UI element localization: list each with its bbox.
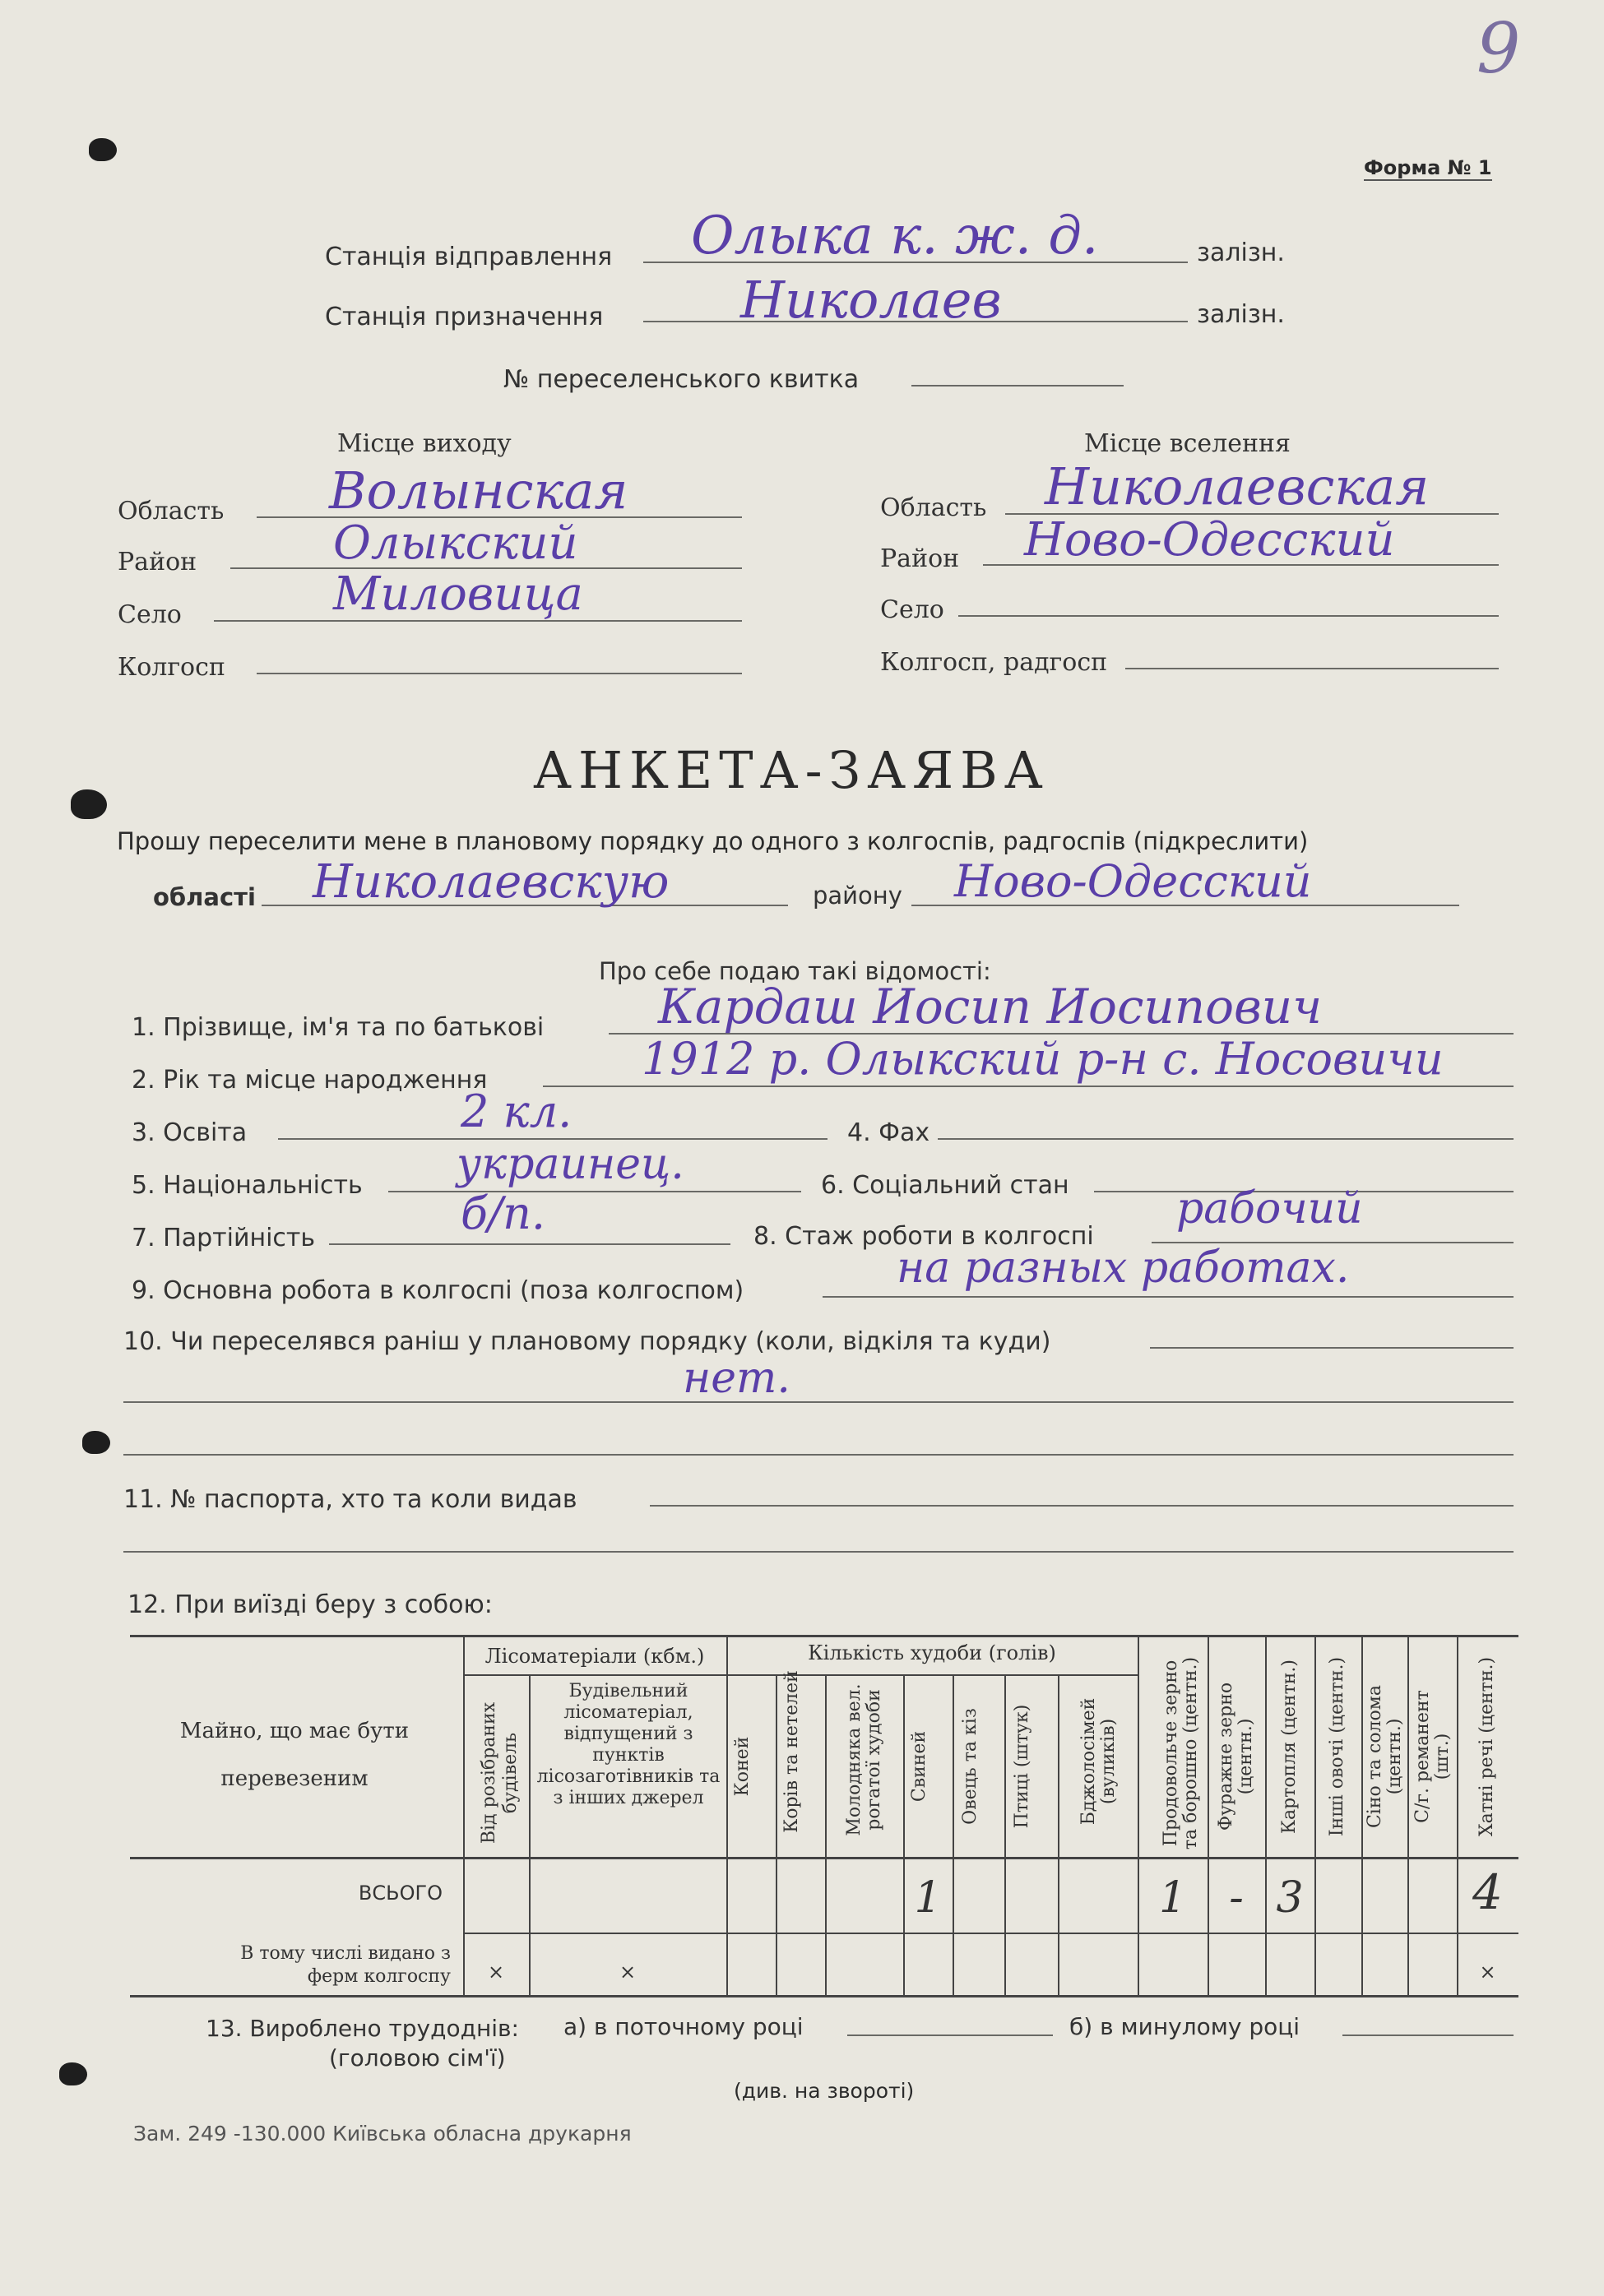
binder-hole-upper-mid [71, 789, 107, 819]
col-young-cattle: Молодняка вел. рогатої худоби [844, 1683, 884, 1836]
col-dismantled: Від розібраних будівель [479, 1701, 521, 1845]
timber-group-header: Лісоматеріали (кбм.) [484, 1645, 705, 1668]
property-header: Майно, що має бути перевезеним [179, 1719, 410, 1791]
origin-kolhosp-label: Колгосп [118, 653, 225, 682]
col-cows: Корів та нетелей [781, 1670, 802, 1833]
col-fodder-grain: Фуражне зерно (центн.) [1216, 1682, 1256, 1831]
destination-value: Николаев [740, 270, 1002, 330]
belongings-table [130, 1635, 1518, 1997]
destination-suffix: залізн. [1197, 300, 1285, 329]
total-fodder-grain: - [1229, 1873, 1244, 1923]
request-text: Прошу переселити мене в плановому порядку до одного з колгоспів, радгоспів (підкреслити) [117, 827, 1309, 855]
corner-number: 9 [1477, 8, 1521, 89]
total-potatoes: 3 [1276, 1873, 1304, 1923]
field-8-value: рабочий [1176, 1184, 1363, 1234]
origin-oblast-value: Волынская [329, 461, 628, 521]
binder-hole-lower-mid [82, 1431, 110, 1454]
origin-selo-label: Село [118, 600, 182, 629]
livestock-group-header: Кількість худоби (голів) [808, 1641, 1056, 1664]
col-horses: Коней [732, 1736, 753, 1797]
settlement-kolhosp-label: Колгосп, радгосп [880, 648, 1108, 677]
origin-heading: Місце виходу [337, 429, 512, 458]
request-rayon-value: Ново-Одесский [954, 855, 1312, 907]
form-number: Форма № 1 [1364, 156, 1492, 179]
origin-rayon-value: Олыкский [333, 516, 578, 570]
col-food-grain: Продовольче зерно та борошно (центн.) [1161, 1656, 1201, 1850]
settlement-oblast-label: Область [880, 493, 987, 522]
field-4-label: 4. Фах [847, 1118, 930, 1147]
col-hay: Сіно та солома (центн.) [1365, 1684, 1405, 1829]
col-pigs: Свиней [909, 1730, 929, 1803]
col-building-timber: Будівельний лісоматеріал, відпущений з пунктів лісозаготівників та з інших джерел [536, 1681, 721, 1808]
col-poultry: Птиці (штук) [1012, 1704, 1032, 1829]
field-13-sub: (головою сім'ї) [329, 2044, 506, 2071]
document-title: АНКЕТА-ЗАЯВА [533, 740, 1050, 800]
cross-dismantled: × [487, 1960, 505, 1984]
cross-household: × [1479, 1960, 1496, 1984]
col-sheep: Овець та кіз [960, 1708, 980, 1825]
col-inventory: С/г. реманент (шт.) [1412, 1690, 1453, 1823]
binder-hole-bottom [59, 2062, 87, 2085]
destination-label: Станція призначення [325, 303, 604, 331]
departure-label: Станція відправлення [325, 243, 613, 271]
field-13-b: б) в минулому році [1069, 2013, 1300, 2040]
field-1-label: 1. Прізвище, ім'я та по батькові [132, 1013, 545, 1042]
row-from-farms-label: В тому числі видано з ферм колгоспу [240, 1943, 451, 1987]
settlement-rayon-value: Ново-Одесский [1024, 513, 1395, 567]
origin-selo-value: Миловица [333, 567, 583, 621]
field-7-value: б/п. [461, 1187, 546, 1239]
col-vegetables: Інші овочі (центн.) [1327, 1656, 1347, 1837]
field-5-label: 5. Національність [132, 1171, 363, 1200]
request-oblast-label: області [153, 883, 256, 911]
field-2-value: 1912 р. Олыкский р-н с. Носовичи [642, 1033, 1444, 1085]
departure-suffix: залізн. [1197, 238, 1285, 267]
see-back-note: (див. на звороті) [734, 2079, 915, 2103]
field-7-label: 7. Партійність [132, 1224, 316, 1252]
settlement-selo-label: Село [880, 595, 944, 624]
field-13-a: а) в поточному році [563, 2013, 804, 2040]
cross-building-timber: × [619, 1960, 637, 1984]
total-food-grain: 1 [1158, 1873, 1187, 1923]
printer-note: Зам. 249 -130.000 Київська обласна друкарня [133, 2122, 632, 2146]
ticket-label: № переселенського квитка [503, 365, 860, 394]
origin-oblast-label: Область [118, 497, 225, 525]
origin-rayon-label: Район [118, 548, 197, 576]
request-oblast-value: Николаевскую [313, 855, 670, 909]
field-6-label: 6. Соціальний стан [821, 1171, 1069, 1200]
binder-hole-top [89, 138, 117, 161]
col-bees: Бджолосімей (вуликів) [1078, 1697, 1119, 1826]
settlement-heading: Місце вселення [1084, 429, 1291, 458]
departure-value: Олыка к. ж. д. [691, 206, 1099, 266]
request-rayon-label: району [813, 882, 902, 910]
field-5-value: украинец. [457, 1140, 684, 1189]
field-10-label: 10. Чи переселявся раніш у плановому порядку (коли, відкіля та куди) [123, 1327, 1051, 1356]
row-total-label: ВСЬОГО [358, 1882, 443, 1905]
field-9-label: 9. Основна робота в колгоспі (поза колгоспом) [132, 1276, 744, 1305]
field-8-label: 8. Стаж роботи в колгоспі [753, 1222, 1094, 1251]
field-3-label: 3. Освіта [132, 1118, 248, 1147]
field-9-value: на разных работах. [897, 1243, 1350, 1293]
field-3-value: 2 кл. [461, 1086, 573, 1137]
field-12-label: 12. При виїзді беру з собою: [127, 1590, 493, 1619]
col-household: Хатні речі (центн.) [1477, 1656, 1497, 1837]
col-potatoes: Картопля (центн.) [1279, 1660, 1300, 1834]
field-11-label: 11. № паспорта, хто та коли видав [123, 1485, 577, 1514]
settlement-rayon-label: Район [880, 544, 960, 573]
total-pigs: 1 [914, 1873, 942, 1923]
field-10-value: нет. [683, 1354, 790, 1403]
settlement-oblast-value: Николаевская [1045, 456, 1430, 516]
about-heading: Про себе подаю такі відомості: [599, 957, 991, 985]
field-2-label: 2. Рік та місце народження [132, 1066, 488, 1095]
total-household: 4 [1472, 1864, 1503, 1920]
field-13-label: 13. Вироблено трудоднів: [206, 2015, 519, 2042]
field-1-value: Кардаш Иосип Иосипович [658, 979, 1323, 1035]
